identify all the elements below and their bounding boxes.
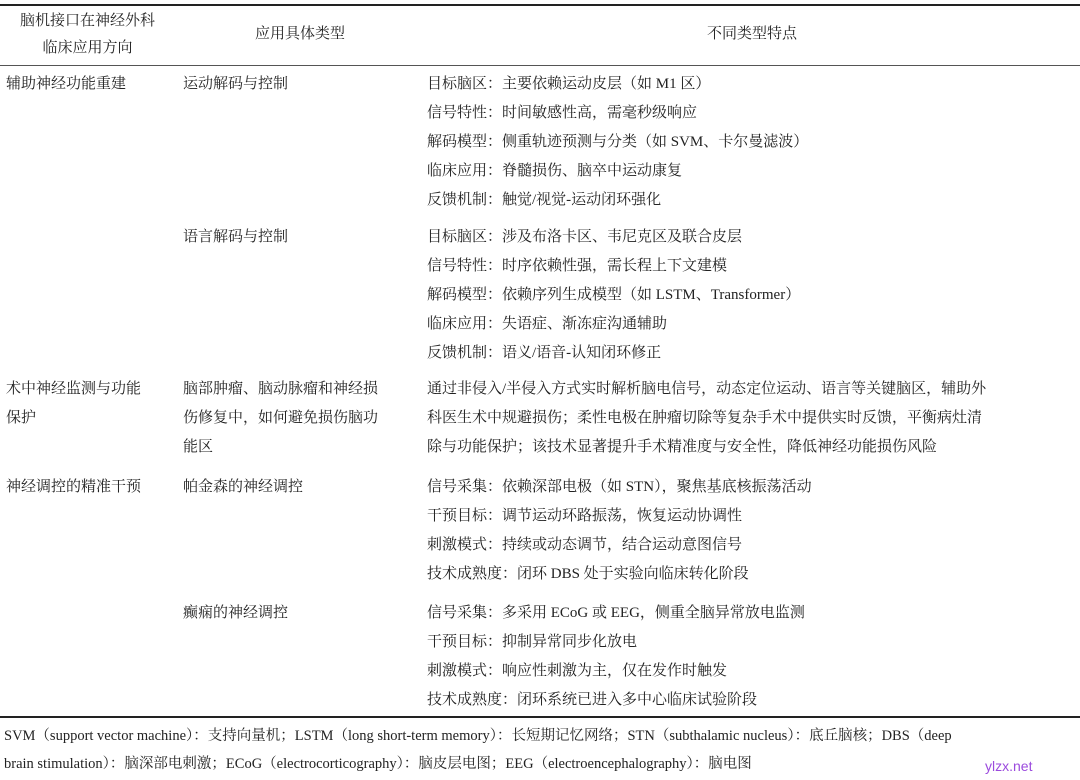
table-body (0, 66, 1080, 715)
feature-line: 信号采集：依赖深部电极（如 STN），聚焦基底核振荡活动 (427, 479, 812, 495)
feature-line: 除与功能保护；该技术显著提升手术精准度与安全性，降低神经功能损伤风险 (427, 439, 938, 455)
feature-line: 目标脑区：主要依赖运动皮层（如 M1 区） (427, 76, 711, 92)
table-footnote (4, 722, 1080, 778)
features-cell (427, 223, 1080, 368)
feature-line: 刺激模式：持续或动态调节，结合运动意图信号 (427, 537, 743, 553)
direction-cell: 辅助神经功能重建 (6, 76, 127, 92)
table-header (0, 8, 1080, 64)
table-row (0, 589, 1080, 715)
feature-line: 目标脑区：涉及布洛卡区、韦尼克区及联合皮层 (427, 229, 743, 245)
feature-line: 技术成熟度：闭环系统已进入多中心临床试验阶段 (427, 692, 758, 708)
features-cell (427, 375, 1080, 462)
type-cell: 运动解码与控制 (183, 76, 289, 92)
direction-line: 术中神经监测与功能 (6, 381, 142, 397)
footnote-line: SVM（support vector machine）：支持向量机；LSTM（long short-term memory）：长短期记忆网络；STN（subthalamic nucleus）：底丘脑核；DBS（deep (4, 728, 952, 744)
feature-line: 干预目标：调节运动环路振荡，恢复运动协调性 (427, 508, 743, 524)
feature-line: 临床应用：失语症、渐冻症沟通辅助 (427, 316, 668, 332)
footnote-line: brain stimulation）：脑深部电刺激；ECoG（electrocorticography）：脑皮层电图；EEG（electroencephalography）：脑电图 (4, 756, 752, 772)
feature-line: 反馈机制：触觉/视觉-运动闭环强化 (427, 192, 662, 208)
feature-line: 信号采集：多采用 ECoG 或 EEG，侧重全脑异常放电监测 (427, 605, 805, 621)
type-cell (175, 375, 427, 462)
type-cell: 帕金森的神经调控 (183, 479, 304, 495)
direction-cell (0, 223, 175, 368)
feature-line: 临床应用：脊髓损伤、脑卒中运动康复 (427, 163, 683, 179)
feature-line: 刺激模式：响应性刺激为主，仅在发作时触发 (427, 663, 728, 679)
feature-line: 技术成熟度：闭环 DBS 处于实验向临床转化阶段 (427, 566, 749, 582)
features-cell (427, 473, 1080, 589)
features-cell (427, 70, 1080, 215)
feature-line: 信号特性：时间敏感性高，需毫秒级响应 (427, 105, 698, 121)
feature-line: 通过非侵入/半侵入方式实时解析脑电信号，动态定位运动、语言等关键脑区，辅助外 (427, 381, 987, 397)
type-line: 脑部肿瘤、脑动脉瘤和神经损 (183, 381, 379, 397)
table-row (0, 368, 1080, 462)
header-text: 临床应用方向 (42, 40, 133, 56)
feature-line: 解码模型：依赖序列生成模型（如 LSTM、Transformer） (427, 287, 801, 303)
type-cell: 语言解码与控制 (183, 229, 289, 245)
header-type: 应用具体类型 (254, 26, 345, 42)
feature-line: 反馈机制：语义/语音-认知闭环修正 (427, 345, 662, 361)
header-features: 不同类型特点 (706, 26, 797, 42)
table-row (0, 66, 1080, 215)
header-direction (0, 8, 175, 62)
type-cell: 癫痫的神经调控 (183, 605, 289, 621)
type-line: 伤修复中，如何避免损伤脑功 (183, 410, 379, 426)
feature-line: 解码模型：侧重轨迹预测与分类（如 SVM、卡尔曼滤波） (427, 134, 809, 150)
direction-line: 保护 (6, 410, 37, 426)
table-row (0, 462, 1080, 589)
watermark: ylzx.net (985, 758, 1033, 774)
header-text: 脑机接口在神经外科 (19, 13, 155, 29)
direction-cell (0, 599, 175, 715)
top-rule (0, 4, 1080, 6)
feature-line: 科医生术中规避损伤；柔性电极在肿瘤切除等复杂手术中提供实时反馈，平衡病灶清 (427, 410, 983, 426)
feature-line: 信号特性：时序依赖性强，需长程上下文建模 (427, 258, 728, 274)
bottom-rule (0, 716, 1080, 718)
type-line: 能区 (183, 439, 214, 455)
feature-line: 干预目标：抑制异常同步化放电 (427, 634, 638, 650)
direction-cell: 神经调控的精准干预 (6, 479, 142, 495)
direction-cell (0, 375, 175, 462)
table-row (0, 215, 1080, 368)
features-cell (427, 599, 1080, 715)
